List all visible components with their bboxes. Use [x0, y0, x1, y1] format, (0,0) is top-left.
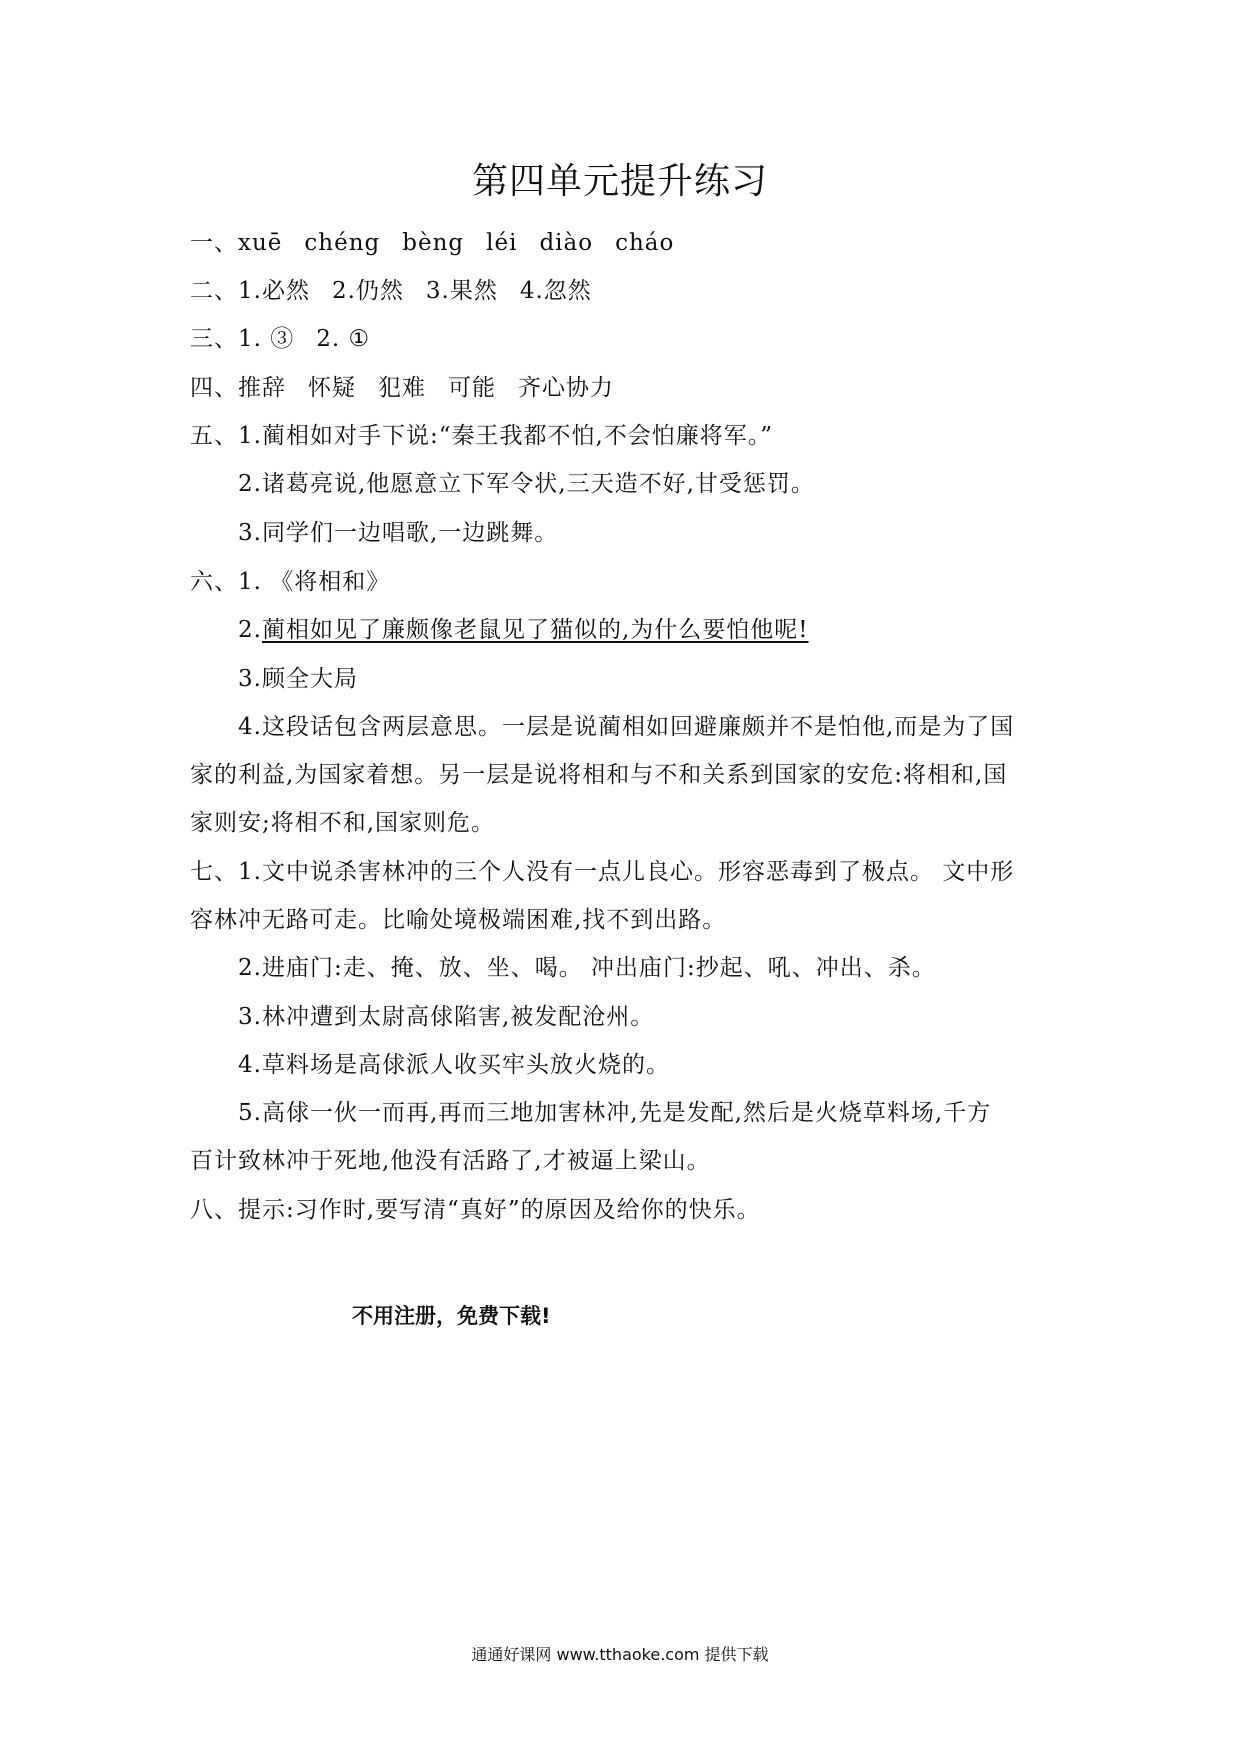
question-7	[190, 857, 1014, 887]
answer-6-2-underlined-text: 蔺相如见了廉颇像老鼠见了猫似的,为什么要怕他呢!	[261, 617, 809, 643]
answer-7-3: 3.林冲遭到太尉高俅陷害,被发配沧州。	[238, 1004, 655, 1030]
question-1	[190, 228, 674, 258]
pinyin-2: chéng	[304, 230, 381, 256]
question-2-label: 二、	[190, 278, 238, 304]
question-8-label: 八、	[190, 1197, 238, 1223]
question-4-label: 四、	[190, 375, 238, 401]
page-title: 第四单元提升练习	[471, 161, 768, 202]
answer-7-1-line-1: 1.文中说杀害林冲的三个人没有一点儿良心。形容恶毒到了极点。 文中形	[238, 859, 1015, 885]
question-8	[190, 1195, 761, 1225]
pinyin-4: léi	[486, 230, 518, 256]
pinyin-1: xuē	[238, 230, 283, 256]
answer-6-1: 1. 《将相和》	[238, 569, 391, 595]
answer-6-4-line-3: 家则安;将相不和,国家则危。	[190, 810, 496, 836]
answer-4-5: 齐心协力	[518, 375, 614, 401]
question-4	[190, 373, 614, 403]
answer-2-2: 2.仍然	[331, 278, 404, 304]
question-3-label: 三、	[190, 326, 238, 352]
answer-4-2: 怀疑	[308, 375, 356, 401]
answer-5-1: 1.蔺相如对手下说:“秦王我都不怕,不会怕廉将军。”	[238, 423, 774, 449]
question-5	[190, 421, 773, 451]
answer-8: 提示:习作时,要写清“真好”的原因及给你的快乐。	[238, 1197, 761, 1223]
answer-6-4-line-1: 4.这段话包含两层意思。一层是说蔺相如回避廉颇并不是怕他,而是为了国	[238, 714, 1015, 740]
question-7-label: 七、	[190, 859, 238, 885]
question-6-label: 六、	[190, 569, 238, 595]
question-1-label: 一、	[190, 230, 238, 256]
answer-5-2: 2.诸葛亮说,他愿意立下军令状,三天造不好,甘受惩罚。	[238, 471, 815, 497]
question-6	[190, 567, 390, 597]
answer-4-1: 推辞	[238, 375, 286, 401]
answer-5-3: 3.同学们一边唱歌,一边跳舞。	[238, 520, 559, 546]
answer-3-1: 1. ③	[238, 326, 295, 352]
answer-7-5-line-1: 5.高俅一伙一而再,再而三地加害林冲,先是发配,然后是火烧草料场,千方	[238, 1100, 992, 1126]
pinyin-3: bèng	[402, 230, 465, 256]
answer-7-4: 4.草料场是高俅派人收买牢头放火烧的。	[238, 1052, 670, 1078]
pinyin-6: cháo	[615, 230, 675, 256]
answer-6-3: 3.顾全大局	[238, 666, 358, 692]
answer-2-4: 4.忽然	[519, 278, 592, 304]
answer-2-3: 3.果然	[425, 278, 498, 304]
answer-7-2: 2.进庙门:走、掩、放、坐、喝。 冲出庙门:抄起、吼、冲出、杀。	[238, 955, 936, 981]
answer-3-2: 2. ①	[316, 326, 371, 352]
question-3	[190, 324, 370, 354]
answer-4-4: 可能	[448, 375, 496, 401]
footer-source: 通通好课网 www.tthaoke.com 提供下载	[471, 1645, 769, 1664]
answer-2-1: 1.必然	[238, 278, 310, 304]
question-5-label: 五、	[190, 423, 238, 449]
answer-4-3: 犯难	[378, 375, 426, 401]
answer-7-1-line-2: 容林冲无路可走。比喻处境极端困难,找不到出路。	[190, 907, 727, 933]
answer-6-2-number: 2.	[238, 617, 262, 643]
answer-7-5-line-2: 百计致林冲于死地,他没有活路了,才被逼上梁山。	[190, 1148, 711, 1174]
answer-6-2	[238, 615, 809, 645]
question-2	[190, 276, 592, 306]
pinyin-5: diào	[539, 230, 594, 256]
free-download-notice: 不用注册，免费下载!	[352, 1304, 551, 1328]
answer-6-4-line-2: 家的利益,为国家着想。另一层是说将相和与不和关系到国家的安危:将相和,国	[190, 762, 1008, 788]
